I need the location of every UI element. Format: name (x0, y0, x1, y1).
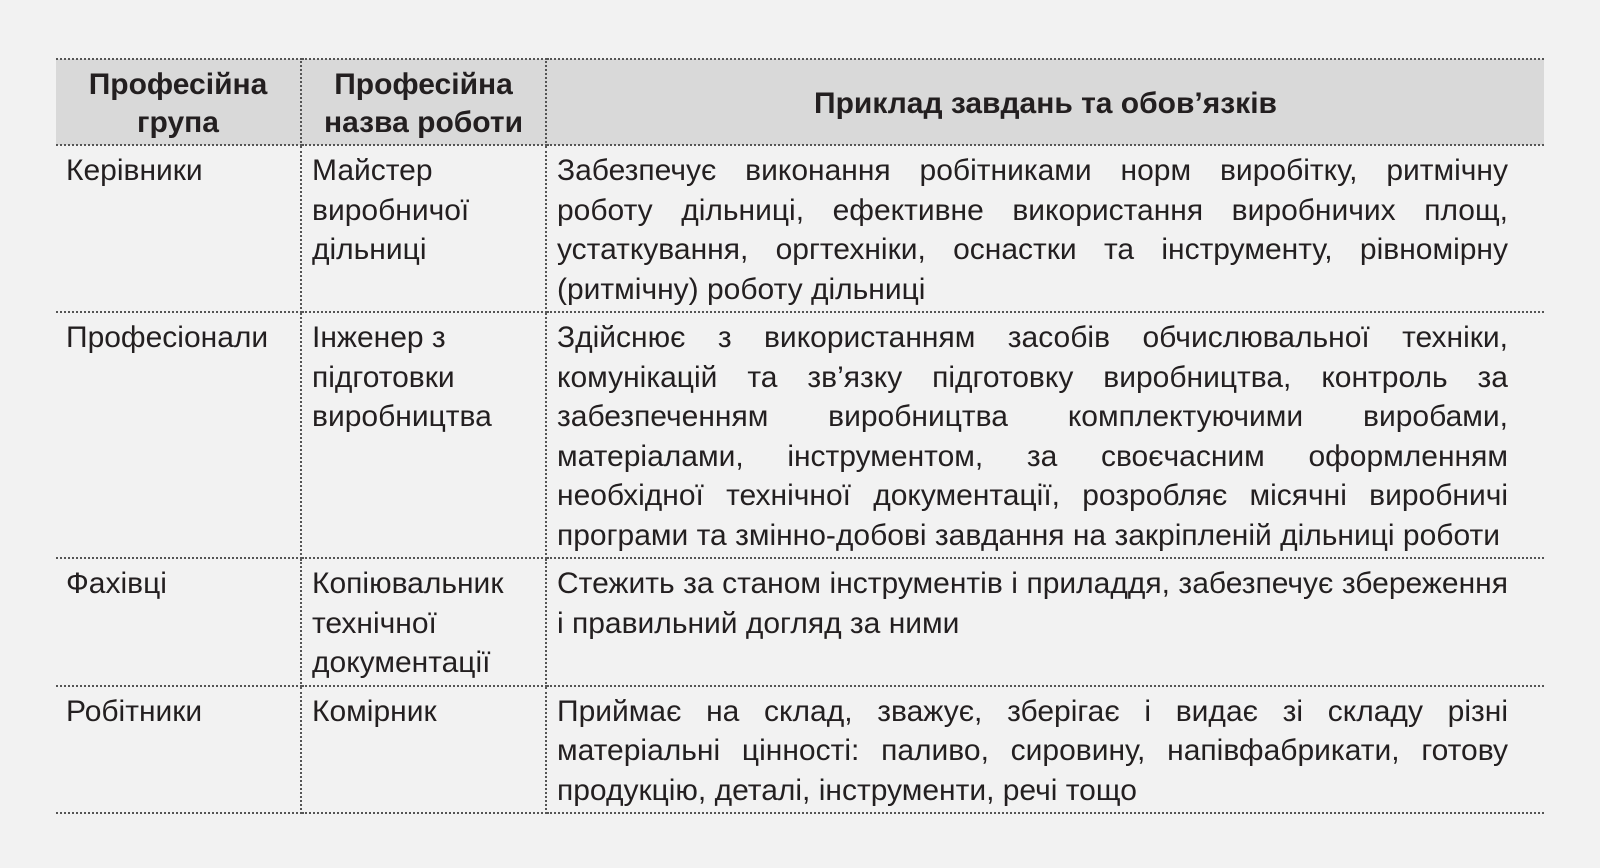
cell-tasks: Здійснює з використанням засобів обчислювальної техніки, комунікацій та зв’язку підготовку виробництва, контроль за забезпеченням виробництва комплектуючими виробами, матеріалами, інструментом, за своєчасним оформленням необхідної технічної документації, розробляє місячні виробничі програми та змінно-добові завдання на закріпленій дільниці роботи (546, 312, 1544, 558)
cell-tasks: Приймає на склад, зважує, зберігає і видає зі складу різні матеріальні цінності: паливо, сировину, напівфабрикати, готову продукцію, деталі, інструменти, речі тощо (546, 686, 1544, 814)
table-row (56, 312, 1544, 558)
cell-group: Професіонали (56, 312, 301, 558)
cell-group: Керівники (56, 145, 301, 312)
cell-job-title: Інженер з підготовки виробництва (301, 312, 546, 558)
cell-tasks: Забезпечує виконання робітниками норм виробітку, ритмічну роботу дільниці, ефективне використання виробничих площ, устаткування, оргтехніки, оснастки та інструменту, рівномірну (ритмічну) роботу дільниці (546, 145, 1544, 312)
header-professional-group: Професійна група (56, 59, 301, 145)
table-header-row (56, 59, 1544, 145)
table-row (56, 558, 1544, 686)
header-job-title: Професійна назва роботи (301, 59, 546, 145)
cell-job-title: Комірник (301, 686, 546, 814)
cell-group: Робітники (56, 686, 301, 814)
table-row (56, 145, 1544, 312)
cell-tasks: Стежить за станом інструментів і приладдя, забезпечує збереження і правильний догляд за ними (546, 558, 1544, 686)
cell-job-title: Копіювальник технічної документації (301, 558, 546, 686)
cell-group: Фахівці (56, 558, 301, 686)
header-tasks-duties: Приклад завдань та обов’язків (546, 59, 1544, 145)
professions-table (56, 58, 1544, 814)
cell-job-title: Майстер виробничої дільниці (301, 145, 546, 312)
table-row (56, 686, 1544, 814)
